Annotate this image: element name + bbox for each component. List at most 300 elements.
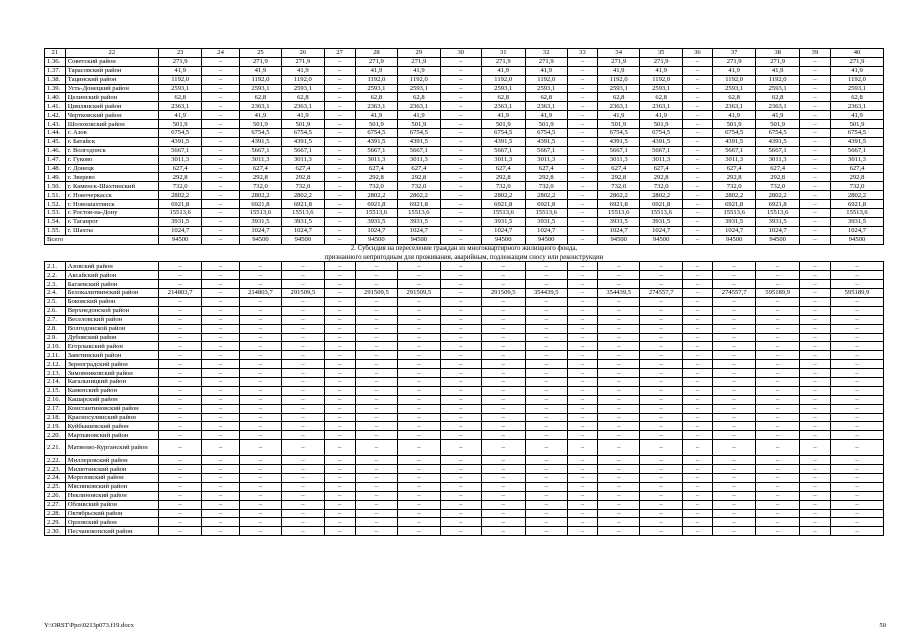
cell-value: – bbox=[202, 84, 239, 93]
cell-value: – bbox=[799, 111, 830, 120]
cell-value: – bbox=[525, 509, 567, 518]
cell-value: – bbox=[640, 262, 682, 271]
cell-value: 1192,0 bbox=[597, 75, 639, 84]
cell-value: – bbox=[324, 217, 355, 226]
cell-value: – bbox=[567, 422, 597, 431]
total-value: 94500 bbox=[158, 235, 202, 244]
row-number: 1.44. bbox=[45, 129, 66, 138]
cell-value: 3011,3 bbox=[830, 155, 883, 164]
cell-value: 4391,5 bbox=[282, 137, 324, 146]
cell-value: – bbox=[158, 465, 202, 474]
cell-value: 3011,3 bbox=[398, 155, 440, 164]
row-number: 1.37. bbox=[45, 66, 66, 75]
cell-value: – bbox=[440, 456, 481, 465]
cell-value: 2363,1 bbox=[525, 102, 567, 111]
table-row bbox=[45, 84, 884, 93]
table-row bbox=[45, 369, 884, 378]
cell-value: – bbox=[567, 84, 597, 93]
cell-value: – bbox=[282, 491, 324, 500]
cell-value: 501,9 bbox=[640, 120, 682, 129]
cell-value: – bbox=[756, 440, 800, 456]
row-number: 1.36. bbox=[45, 57, 66, 66]
cell-value: – bbox=[830, 431, 883, 440]
cell-value: – bbox=[640, 315, 682, 324]
cell-value: – bbox=[440, 500, 481, 509]
cell-value: – bbox=[756, 377, 800, 386]
cell-value: 1192,0 bbox=[525, 75, 567, 84]
table-row bbox=[45, 93, 884, 102]
cell-value: – bbox=[324, 377, 355, 386]
cell-value: 732,0 bbox=[482, 182, 526, 191]
cell-value: – bbox=[202, 315, 239, 324]
cell-value: 274557,7 bbox=[640, 289, 682, 298]
cell-value: – bbox=[640, 369, 682, 378]
table-row bbox=[45, 333, 884, 342]
row-number: 2.5. bbox=[45, 297, 66, 306]
row-name: Куйбышевский район bbox=[65, 422, 158, 431]
cell-value: – bbox=[682, 342, 712, 351]
cell-value: – bbox=[202, 342, 239, 351]
cell-value: 292,8 bbox=[640, 173, 682, 182]
cell-value: 3931,5 bbox=[158, 217, 202, 226]
cell-value: – bbox=[640, 377, 682, 386]
cell-value: 214803,7 bbox=[158, 289, 202, 298]
cell-value: – bbox=[440, 75, 481, 84]
cell-value: 501,9 bbox=[756, 120, 800, 129]
cell-value: – bbox=[355, 482, 397, 491]
cell-value: – bbox=[398, 456, 440, 465]
cell-value: – bbox=[239, 360, 281, 369]
cell-value: 5667,1 bbox=[239, 146, 281, 155]
cell-value: – bbox=[597, 342, 639, 351]
cell-value: 41,9 bbox=[756, 111, 800, 120]
cell-value: – bbox=[440, 191, 481, 200]
cell-value: 3931,5 bbox=[756, 217, 800, 226]
cell-value: – bbox=[398, 297, 440, 306]
table-row bbox=[45, 297, 884, 306]
cell-value: – bbox=[440, 271, 481, 280]
cell-value: – bbox=[597, 377, 639, 386]
row-number: 2.26. bbox=[45, 491, 66, 500]
cell-value: – bbox=[482, 440, 526, 456]
cell-value: – bbox=[682, 66, 712, 75]
cell-value: – bbox=[525, 518, 567, 527]
cell-value: – bbox=[525, 324, 567, 333]
cell-value: – bbox=[799, 164, 830, 173]
row-number: 2.24. bbox=[45, 473, 66, 482]
cell-value: – bbox=[682, 262, 712, 271]
cell-value: 214803,7 bbox=[239, 289, 281, 298]
cell-value: – bbox=[282, 456, 324, 465]
cell-value: 4391,5 bbox=[355, 137, 397, 146]
cell-value: – bbox=[567, 289, 597, 298]
cell-value: – bbox=[525, 527, 567, 536]
cell-value: 1192,0 bbox=[640, 75, 682, 84]
cell-value: – bbox=[202, 102, 239, 111]
cell-value: 1192,0 bbox=[482, 75, 526, 84]
cell-value: 62,8 bbox=[398, 93, 440, 102]
cell-value: 292,8 bbox=[158, 173, 202, 182]
cell-value: – bbox=[756, 473, 800, 482]
cell-value: – bbox=[202, 129, 239, 138]
cell-value: – bbox=[355, 377, 397, 386]
cell-value: – bbox=[482, 386, 526, 395]
cell-value: – bbox=[324, 456, 355, 465]
cell-value: 627,4 bbox=[756, 164, 800, 173]
cell-value: – bbox=[202, 93, 239, 102]
cell-value: – bbox=[398, 306, 440, 315]
cell-value: – bbox=[567, 395, 597, 404]
cell-value: – bbox=[756, 333, 800, 342]
row-number: 2.16. bbox=[45, 395, 66, 404]
cell-value: 62,8 bbox=[158, 93, 202, 102]
cell-value: – bbox=[440, 200, 481, 209]
cell-value: 6754,5 bbox=[525, 129, 567, 138]
cell-value: – bbox=[682, 111, 712, 120]
cell-value: 41,9 bbox=[355, 66, 397, 75]
cell-value: 4391,5 bbox=[640, 137, 682, 146]
cell-value: 2363,1 bbox=[756, 102, 800, 111]
cell-value: – bbox=[712, 297, 756, 306]
cell-value: 3011,3 bbox=[712, 155, 756, 164]
column-header: 27 bbox=[324, 49, 355, 58]
cell-value: – bbox=[398, 527, 440, 536]
cell-value: – bbox=[158, 280, 202, 289]
cell-value: – bbox=[324, 111, 355, 120]
cell-value: – bbox=[682, 509, 712, 518]
cell-value: – bbox=[398, 377, 440, 386]
cell-value: – bbox=[202, 209, 239, 218]
cell-value: – bbox=[324, 491, 355, 500]
cell-value: – bbox=[597, 509, 639, 518]
cell-value: – bbox=[567, 527, 597, 536]
cell-value: – bbox=[482, 482, 526, 491]
cell-value: – bbox=[830, 271, 883, 280]
cell-value: – bbox=[597, 527, 639, 536]
cell-value: – bbox=[640, 482, 682, 491]
cell-value: – bbox=[682, 129, 712, 138]
cell-value: – bbox=[239, 473, 281, 482]
cell-value: – bbox=[440, 129, 481, 138]
cell-value: 732,0 bbox=[830, 182, 883, 191]
cell-value: – bbox=[482, 306, 526, 315]
cell-value: – bbox=[239, 518, 281, 527]
cell-value: – bbox=[799, 129, 830, 138]
cell-value: 3011,3 bbox=[482, 155, 526, 164]
table-row bbox=[45, 66, 884, 75]
cell-value: 4391,5 bbox=[158, 137, 202, 146]
cell-value: 62,8 bbox=[597, 93, 639, 102]
cell-value: – bbox=[567, 120, 597, 129]
cell-value: – bbox=[482, 324, 526, 333]
cell-value: – bbox=[440, 360, 481, 369]
cell-value: – bbox=[482, 509, 526, 518]
cell-value: – bbox=[830, 404, 883, 413]
cell-value: 271,9 bbox=[712, 57, 756, 66]
cell-value: 6754,5 bbox=[712, 129, 756, 138]
cell-value: – bbox=[202, 200, 239, 209]
cell-value: – bbox=[682, 473, 712, 482]
cell-value: – bbox=[712, 280, 756, 289]
cell-value: – bbox=[525, 404, 567, 413]
cell-value: – bbox=[158, 422, 202, 431]
row-number: 1.38. bbox=[45, 75, 66, 84]
cell-value: – bbox=[830, 413, 883, 422]
total-value: – bbox=[682, 235, 712, 244]
row-name: Зимовниковский район bbox=[65, 369, 158, 378]
cell-value: 2363,1 bbox=[355, 102, 397, 111]
cell-value: – bbox=[482, 369, 526, 378]
cell-value: – bbox=[525, 262, 567, 271]
cell-value: 3011,3 bbox=[158, 155, 202, 164]
cell-value: – bbox=[355, 509, 397, 518]
cell-value: – bbox=[682, 200, 712, 209]
cell-value: – bbox=[324, 262, 355, 271]
row-number: 1.52. bbox=[45, 200, 66, 209]
cell-value: – bbox=[525, 377, 567, 386]
cell-value: 41,9 bbox=[597, 66, 639, 75]
cell-value: – bbox=[324, 57, 355, 66]
cell-value: 501,9 bbox=[482, 120, 526, 129]
cell-value: – bbox=[282, 386, 324, 395]
cell-value: – bbox=[239, 386, 281, 395]
row-name: Морозовский район bbox=[65, 473, 158, 482]
cell-value: – bbox=[282, 324, 324, 333]
cell-value: – bbox=[158, 482, 202, 491]
cell-value: – bbox=[324, 306, 355, 315]
table-row bbox=[45, 182, 884, 191]
cell-value: – bbox=[830, 360, 883, 369]
table-row bbox=[45, 413, 884, 422]
cell-value: – bbox=[324, 342, 355, 351]
cell-value: – bbox=[202, 217, 239, 226]
cell-value: 291509,5 bbox=[482, 289, 526, 298]
cell-value: 291509,5 bbox=[282, 289, 324, 298]
cell-value: 292,8 bbox=[712, 173, 756, 182]
cell-value: – bbox=[712, 271, 756, 280]
table-row bbox=[45, 262, 884, 271]
column-header: 39 bbox=[799, 49, 830, 58]
cell-value: – bbox=[799, 509, 830, 518]
cell-value: – bbox=[282, 422, 324, 431]
cell-value: – bbox=[440, 289, 481, 298]
row-number: 2.29. bbox=[45, 518, 66, 527]
cell-value: – bbox=[202, 422, 239, 431]
cell-value: – bbox=[324, 527, 355, 536]
cell-value: 2593,1 bbox=[712, 84, 756, 93]
cell-value: – bbox=[597, 422, 639, 431]
cell-value: – bbox=[355, 518, 397, 527]
cell-value: – bbox=[440, 66, 481, 75]
cell-value: – bbox=[640, 518, 682, 527]
cell-value: – bbox=[398, 509, 440, 518]
cell-value: – bbox=[712, 315, 756, 324]
table-row bbox=[45, 102, 884, 111]
cell-value: – bbox=[482, 413, 526, 422]
cell-value: – bbox=[355, 351, 397, 360]
row-name: Обливский район bbox=[65, 500, 158, 509]
cell-value: – bbox=[799, 413, 830, 422]
cell-value: – bbox=[239, 280, 281, 289]
cell-value: – bbox=[712, 456, 756, 465]
cell-value: 41,9 bbox=[712, 66, 756, 75]
cell-value: – bbox=[355, 465, 397, 474]
cell-value: 3931,5 bbox=[239, 217, 281, 226]
cell-value: – bbox=[324, 226, 355, 235]
cell-value: – bbox=[440, 315, 481, 324]
cell-value: 5667,1 bbox=[525, 146, 567, 155]
cell-value: 501,9 bbox=[525, 120, 567, 129]
cell-value: – bbox=[355, 333, 397, 342]
cell-value: – bbox=[567, 324, 597, 333]
cell-value: – bbox=[799, 289, 830, 298]
cell-value: – bbox=[398, 271, 440, 280]
cell-value: – bbox=[682, 491, 712, 500]
cell-value: 271,9 bbox=[756, 57, 800, 66]
cell-value: – bbox=[202, 182, 239, 191]
cell-value: – bbox=[799, 500, 830, 509]
cell-value: 4391,5 bbox=[482, 137, 526, 146]
row-name: Азовский район bbox=[65, 262, 158, 271]
cell-value: 2363,1 bbox=[830, 102, 883, 111]
cell-value: 354439,5 bbox=[525, 289, 567, 298]
cell-value: – bbox=[799, 377, 830, 386]
cell-value: 1192,0 bbox=[712, 75, 756, 84]
cell-value: 732,0 bbox=[640, 182, 682, 191]
cell-value: – bbox=[682, 93, 712, 102]
total-label: Всего bbox=[45, 235, 159, 244]
table-row bbox=[45, 129, 884, 138]
row-name: г. Новошахтинск bbox=[65, 200, 158, 209]
cell-value: – bbox=[355, 527, 397, 536]
cell-value: 41,9 bbox=[830, 111, 883, 120]
cell-value: – bbox=[640, 404, 682, 413]
table-row bbox=[45, 75, 884, 84]
cell-value: – bbox=[640, 431, 682, 440]
cell-value: – bbox=[712, 465, 756, 474]
cell-value: – bbox=[567, 500, 597, 509]
cell-value: – bbox=[799, 315, 830, 324]
row-name: г. Гуково bbox=[65, 155, 158, 164]
cell-value: – bbox=[756, 280, 800, 289]
cell-value: – bbox=[799, 57, 830, 66]
cell-value: 2802,2 bbox=[756, 191, 800, 200]
column-header: 24 bbox=[202, 49, 239, 58]
cell-value: – bbox=[355, 456, 397, 465]
cell-value: – bbox=[239, 271, 281, 280]
cell-value: – bbox=[282, 518, 324, 527]
cell-value: 1024,7 bbox=[640, 226, 682, 235]
table-row bbox=[45, 395, 884, 404]
cell-value: 501,9 bbox=[398, 120, 440, 129]
cell-value: 732,0 bbox=[398, 182, 440, 191]
cell-value: – bbox=[440, 173, 481, 182]
column-header: 23 bbox=[158, 49, 202, 58]
cell-value: – bbox=[202, 297, 239, 306]
table-row bbox=[45, 360, 884, 369]
cell-value: – bbox=[202, 271, 239, 280]
cell-value: – bbox=[525, 431, 567, 440]
cell-value: – bbox=[239, 465, 281, 474]
cell-value: – bbox=[324, 280, 355, 289]
row-name: Зерноградский район bbox=[65, 360, 158, 369]
cell-value: – bbox=[482, 351, 526, 360]
cell-value: – bbox=[640, 491, 682, 500]
cell-value: 1192,0 bbox=[355, 75, 397, 84]
cell-value: – bbox=[355, 306, 397, 315]
cell-value: 5667,1 bbox=[756, 146, 800, 155]
cell-value: 595189,9 bbox=[756, 289, 800, 298]
cell-value: – bbox=[324, 518, 355, 527]
cell-value: – bbox=[799, 473, 830, 482]
cell-value: – bbox=[799, 306, 830, 315]
cell-value: 6754,5 bbox=[597, 129, 639, 138]
cell-value: – bbox=[440, 377, 481, 386]
cell-value: 6921,8 bbox=[282, 200, 324, 209]
column-header: 38 bbox=[756, 49, 800, 58]
cell-value: – bbox=[158, 404, 202, 413]
cell-value: – bbox=[158, 518, 202, 527]
column-header: 29 bbox=[398, 49, 440, 58]
cell-value: – bbox=[567, 146, 597, 155]
cell-value: – bbox=[682, 315, 712, 324]
cell-value: – bbox=[640, 324, 682, 333]
table-row bbox=[45, 226, 884, 235]
row-number: 2.30. bbox=[45, 527, 66, 536]
cell-value: – bbox=[158, 431, 202, 440]
row-name: Неклиновский район bbox=[65, 491, 158, 500]
cell-value: – bbox=[712, 377, 756, 386]
cell-value: – bbox=[398, 518, 440, 527]
cell-value: – bbox=[597, 333, 639, 342]
cell-value: – bbox=[756, 360, 800, 369]
cell-value: – bbox=[830, 422, 883, 431]
cell-value: – bbox=[567, 280, 597, 289]
cell-value: 1192,0 bbox=[158, 75, 202, 84]
column-header: 25 bbox=[239, 49, 281, 58]
row-name: Тарасовский район bbox=[65, 66, 158, 75]
row-name: Волгодонской район bbox=[65, 324, 158, 333]
row-number: 2.7. bbox=[45, 315, 66, 324]
cell-value: – bbox=[640, 413, 682, 422]
cell-value: 41,9 bbox=[398, 111, 440, 120]
total-row bbox=[45, 235, 884, 244]
cell-value: – bbox=[567, 66, 597, 75]
cell-value: 41,9 bbox=[525, 66, 567, 75]
cell-value: 627,4 bbox=[712, 164, 756, 173]
cell-value: – bbox=[202, 527, 239, 536]
cell-value: – bbox=[712, 422, 756, 431]
cell-value: – bbox=[398, 465, 440, 474]
cell-value: – bbox=[398, 280, 440, 289]
cell-value: – bbox=[830, 306, 883, 315]
cell-value: – bbox=[324, 404, 355, 413]
cell-value: – bbox=[712, 440, 756, 456]
cell-value: 732,0 bbox=[158, 182, 202, 191]
cell-value: – bbox=[398, 315, 440, 324]
cell-value: – bbox=[525, 491, 567, 500]
cell-value: – bbox=[482, 431, 526, 440]
column-header: 33 bbox=[567, 49, 597, 58]
cell-value: – bbox=[239, 527, 281, 536]
cell-value: – bbox=[525, 297, 567, 306]
cell-value: – bbox=[282, 262, 324, 271]
cell-value: – bbox=[440, 431, 481, 440]
cell-value: – bbox=[324, 395, 355, 404]
cell-value: – bbox=[282, 306, 324, 315]
cell-value: – bbox=[482, 262, 526, 271]
column-header: 26 bbox=[282, 49, 324, 58]
